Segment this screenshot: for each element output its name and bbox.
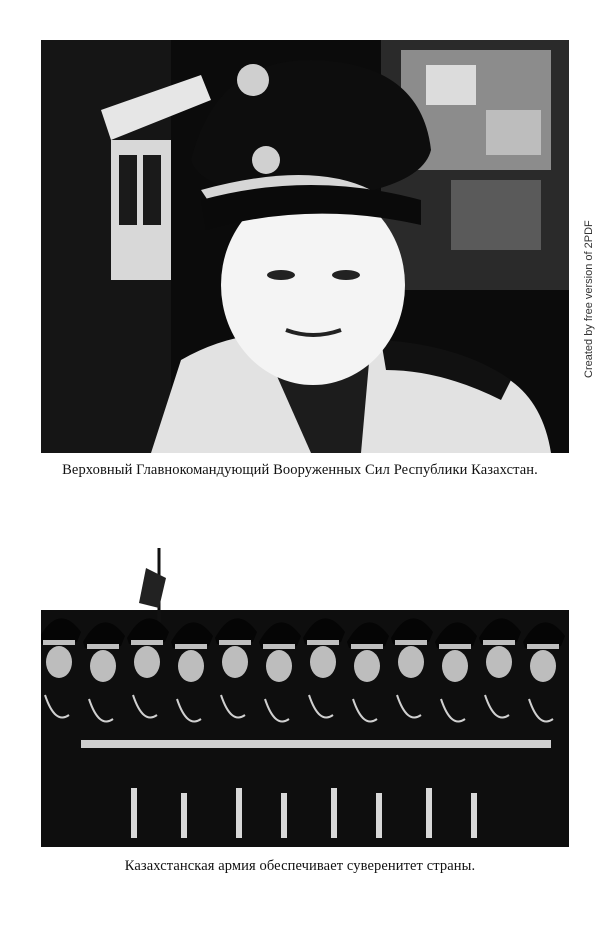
army-caption: Казахстанская армия обеспечивает суверенитет страны. (124, 858, 476, 874)
honor-guard-photo (41, 548, 569, 847)
commander-portrait-photo (41, 40, 569, 453)
watermark-text: Created by free version of 2PDF (583, 220, 595, 378)
portrait-caption: Верховный Главнокомандующий Вооруженных Сил Республики Казахстан. (62, 462, 538, 478)
